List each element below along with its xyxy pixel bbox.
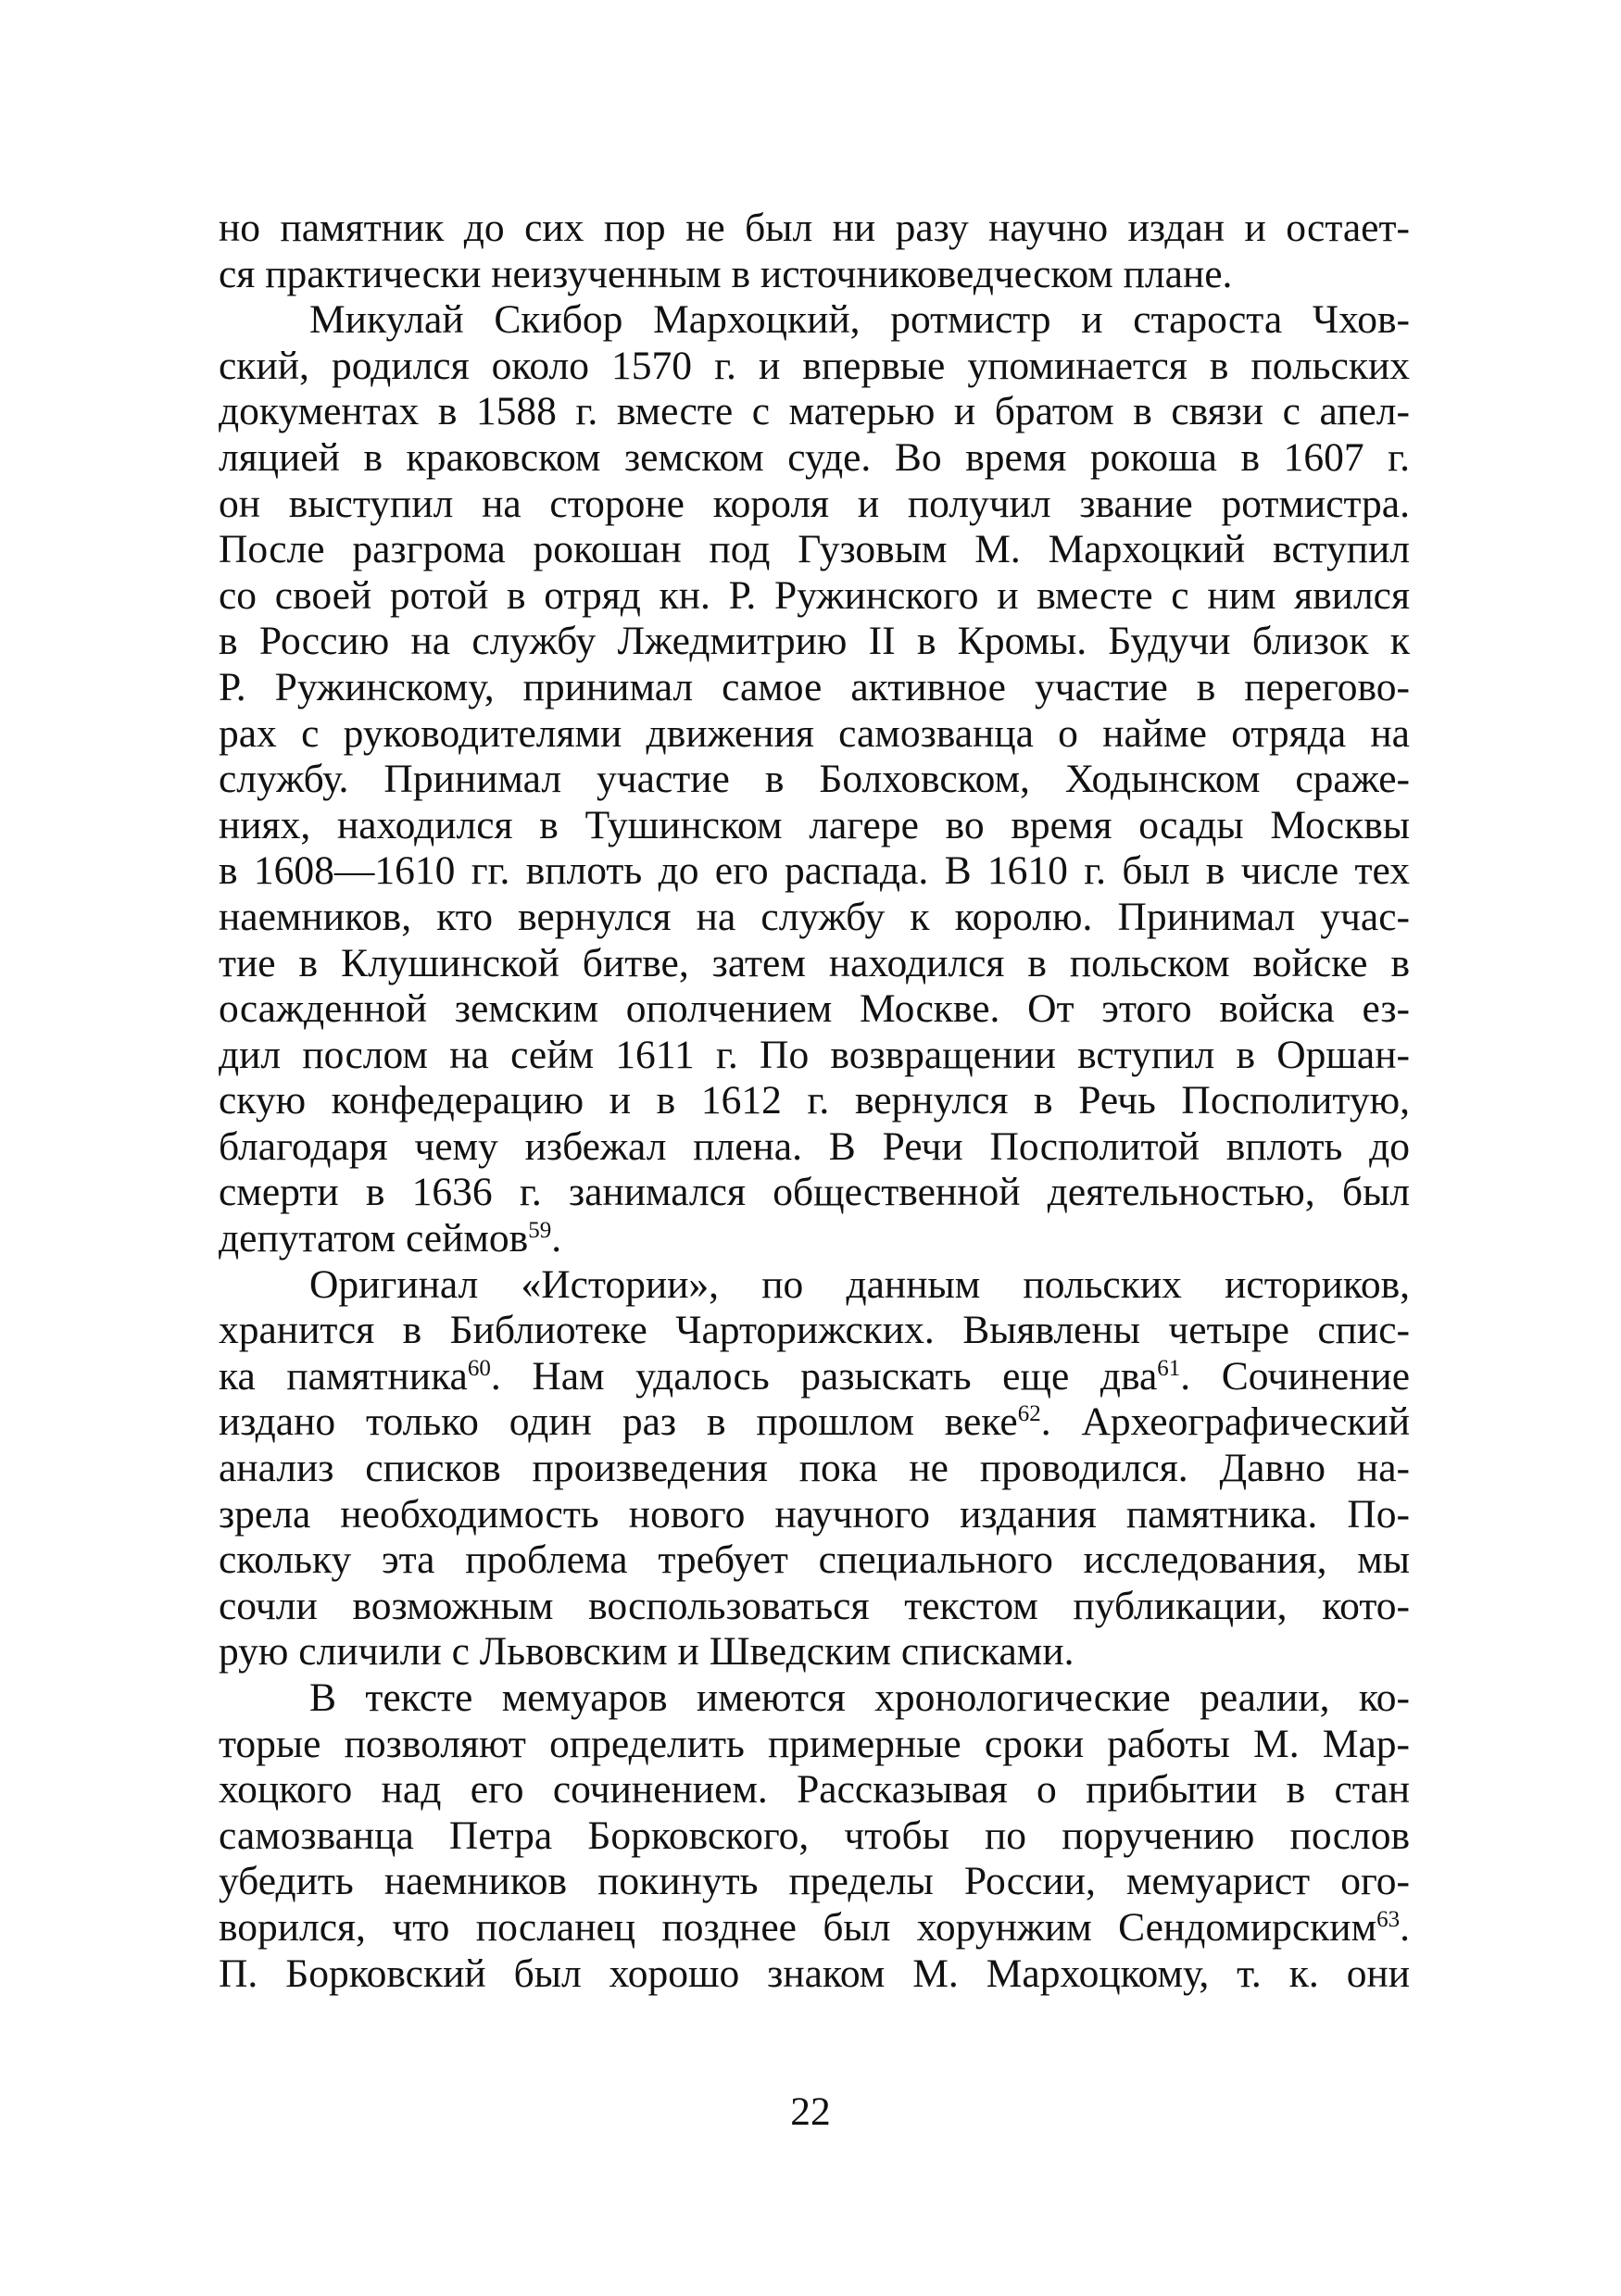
- text-line: [219, 1446, 1410, 1492]
- line-text: .: [1400, 1904, 1410, 1950]
- text-line: [219, 941, 1410, 987]
- line-text: службу. Принимал участие в Болховском, Ходынском сраже-: [219, 757, 1410, 802]
- footnote-ref: 62: [1017, 1401, 1041, 1427]
- line-text: В тексте мемуаров имеются хронологические реалии, ко-: [309, 1675, 1410, 1720]
- line-text: издано только один раз в прошлом веке: [219, 1399, 1018, 1445]
- line-text: в 1608—1610 гг. вплоть до его распада. В 1610 г. был в числе тех: [219, 848, 1410, 894]
- line-text: .: [551, 1216, 562, 1261]
- text-line: [219, 389, 1410, 435]
- footnote-ref: 63: [1376, 1906, 1401, 1932]
- footnote-ref: 59: [528, 1218, 552, 1244]
- text-line: [219, 711, 1410, 758]
- footnote-ref: 60: [467, 1355, 491, 1381]
- line-text: рую сличили с Львовским и Шведским списками.: [219, 1629, 1074, 1675]
- text-line: [219, 619, 1410, 665]
- line-text: торые позволяют определить примерные сроки работы М. Мар-: [219, 1721, 1410, 1766]
- text-line: [219, 665, 1410, 711]
- line-text: со своей ротой в отряд кн. Р. Ружинского и вместе с ним явился: [219, 572, 1410, 618]
- text-line: [219, 297, 1410, 344]
- line-text: он выступил на стороне короля и получил звание ротмистра.: [219, 481, 1410, 526]
- line-text: смерти в 1636 г. занимался общественной деятельностью, был: [219, 1170, 1410, 1215]
- text-line: [219, 1813, 1410, 1860]
- line-text: документах в 1588 г. вместе с матерью и братом в связи с апел-: [219, 389, 1410, 434]
- line-text: в Россию на службу Лжедмитрию II в Кромы. Будучи близок к: [219, 619, 1410, 664]
- text-line: [219, 757, 1410, 803]
- line-text: тие в Клушинской битве, затем находился в польском войске в: [219, 940, 1410, 985]
- text-line: [219, 1124, 1410, 1171]
- text-line: [219, 206, 1410, 252]
- text-line: [219, 435, 1410, 482]
- line-text: хоцкого над его сочинением. Рассказывая о прибытии в стан: [219, 1767, 1410, 1813]
- line-text: благодаря чему избежал плена. В Речи Посполитой вплоть до: [219, 1123, 1410, 1169]
- line-text: ниях, находился в Тушинском лагере во время осады Москвы: [219, 802, 1410, 847]
- line-text: ся практически неизученным в источниковедческом плане.: [219, 251, 1233, 296]
- page-number: 22: [790, 2089, 831, 2134]
- text-line: [219, 1629, 1410, 1675]
- text-line: [219, 803, 1410, 849]
- footnote-ref: 61: [1157, 1355, 1181, 1381]
- text-line: [219, 986, 1410, 1033]
- line-text: Р. Ружинскому, принимал самое активное участие в перегово-: [219, 664, 1410, 709]
- line-text: самозванца Петра Борковского, чтобы по поручению послов: [219, 1813, 1410, 1858]
- text-line: [219, 1675, 1410, 1722]
- text-line: [219, 1492, 1410, 1538]
- body-text: [219, 206, 1410, 1997]
- line-text: хранится в Библиотеке Чарторижских. Выявлены четыре спис-: [219, 1308, 1410, 1353]
- text-line: [219, 1767, 1410, 1813]
- line-text: . Сочинение: [1180, 1353, 1410, 1399]
- line-text: скольку эта проблема требует специального исследования, мы: [219, 1537, 1410, 1583]
- line-text: Микулай Скибор Мархоцкий, ротмистр и староста Чхов-: [309, 297, 1410, 343]
- text-line: [219, 527, 1410, 573]
- line-text: анализ списков произведения пока не проводился. Давно на-: [219, 1446, 1410, 1491]
- line-text: ворился, что посланец позднее был хорунжим Сендомирским: [219, 1904, 1377, 1950]
- line-text: депутатом сеймов: [219, 1216, 529, 1261]
- line-text: . Нам удалось разыскать еще два: [490, 1353, 1158, 1399]
- line-text: Оригинал «Истории», по данным польских историков,: [309, 1261, 1410, 1307]
- line-text: сочли возможным воспользоваться текстом публикации, кото-: [219, 1583, 1410, 1628]
- text-line: [219, 1262, 1410, 1309]
- text-line: [219, 1308, 1410, 1354]
- text-line: [219, 1354, 1410, 1400]
- line-text: но памятник до сих пор не был ни разу научно издан и остает-: [219, 206, 1410, 250]
- text-line: [219, 1722, 1410, 1768]
- line-text: убедить наемников покинуть пределы России, мемуарист ого-: [219, 1859, 1410, 1904]
- line-text: ский, родился около 1570 г. и впервые упоминается в польских: [219, 343, 1410, 388]
- line-text: наемников, кто вернулся на службу к королю. Принимал учас-: [219, 894, 1410, 939]
- line-text: . Археографический: [1040, 1399, 1410, 1445]
- line-text: После разгрома рокошан под Гузовым М. Мархоцкий вступил: [219, 527, 1410, 572]
- line-text: скую конфедерацию и в 1612 г. вернулся в Речь Посполитую,: [219, 1078, 1410, 1123]
- text-line: [219, 1905, 1410, 1951]
- text-line: [219, 1078, 1410, 1124]
- line-text: рах с руководителями движения самозванца о найме отряда на: [219, 710, 1410, 756]
- text-line: [219, 1951, 1410, 1998]
- line-text: ляцией в краковском земском суде. Во время рокоша в 1607 г.: [219, 434, 1410, 480]
- text-line: [219, 573, 1410, 620]
- text-line: [219, 1537, 1410, 1584]
- text-line: [219, 1033, 1410, 1079]
- text-line: [219, 1170, 1410, 1216]
- line-text: осажденной земским ополчением Москве. От этого войска ез-: [219, 986, 1410, 1032]
- text-line: [219, 848, 1410, 895]
- text-line: [219, 482, 1410, 528]
- text-line: [219, 344, 1410, 390]
- text-line: [219, 1584, 1410, 1630]
- line-text: зрела необходимость нового научного издания памятника. По-: [219, 1491, 1410, 1537]
- line-text: дил послом на сейм 1611 г. По возвращении вступил в Оршан-: [219, 1032, 1410, 1077]
- line-text: П. Борковский был хорошо знаком М. Мархоцкому, т. к. они: [219, 1951, 1410, 1996]
- line-text: ка памятника: [219, 1353, 468, 1399]
- text-line: [219, 1859, 1410, 1905]
- text-line: [219, 1399, 1410, 1446]
- text-line: [219, 895, 1410, 941]
- text-line: [219, 1216, 1410, 1262]
- text-line: [219, 252, 1410, 298]
